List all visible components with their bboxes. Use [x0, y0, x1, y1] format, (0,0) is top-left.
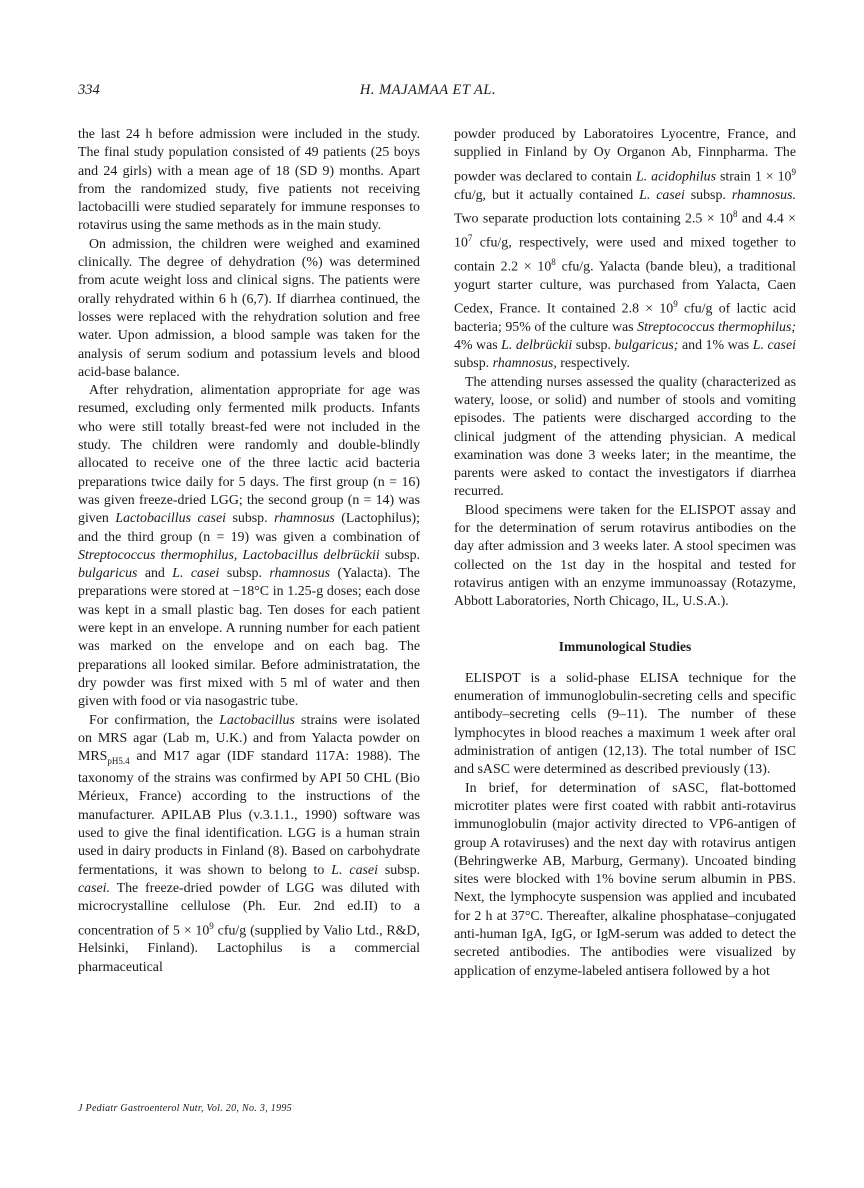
paragraph: The attending nurses assessed the quality (characterized as watery, loose, or solid) and number of stools and vomiting episodes. The patients were discharged according to the clinical judgment of the attending physician. A medical examination was done 3 weeks later; in the meantime, the parents were asked to contact the investigators if diarrhea recurred.: [454, 374, 796, 500]
paragraph: In brief, for determination of sASC, flat-bottomed microtiter plates were first coated with rabbit anti-rotavirus immunoglobulin (major activity directed to VP6-antigen of group A rotaviruses) and the next day with rotavirus antigen (Behringwerke AB, Marburg, Germany). Uncoated binding sites were blocked with 1% bovine serum albumin in PBS. Next, the lymphocyte suspension was applied and incubated for 2 h at 37°C. Thereafter, alkaline phosphatase–conjugated anti-human IgA, IgG, or IgM-serum was added to detect the secreted antibodies. The antibodies were visualized by application of enzyme-labeled antisera followed by a hot: [454, 780, 796, 979]
section-heading: Immunological Studies: [558, 638, 692, 654]
page-number: 334: [78, 82, 100, 98]
journal-footer: J Pediatr Gastroenterol Nutr, Vol. 20, No. 3, 1995: [78, 1103, 292, 1114]
paragraph: After rehydration, alimentation appropriate for age was resumed, excluding only fermented milk products. Infants who were still totally breast-fed were not included in the study. The children were randomly and double-blindly allocated to receive one of the three lactic acid bacteria preparations twice daily for 5 days. The first group (n = 16) was given freeze-dried LGG; the second group (n = 14) was given Lactobacillus casei subsp. rhamnosus (Lactophilus); and the third group (n = 19) was given a combination of Streptococcus thermophilus, Lactobacillus delbrückii subsp. bulgaricus and L. casei subsp. rhamnosus (Yalacta). The preparations were stored at −18°C in 1.25-g doses; each dose was kept in a small plastic bag. Ten doses for each patient were kept in an envelope. A running number for each patient was marked on the envelope and on each bag. The preparations all looked similar. Before administratation, the dry powder was first mixed with 5 ml of water and then given with food or via nasogastric tube.: [78, 383, 421, 710]
running-head: H. MAJAMAA ET AL.: [359, 82, 497, 98]
paragraph: Blood specimens were taken for the ELISPOT assay and for the determination of serum rotavirus antibodies on the day after admission and 3 weeks later. A stool specimen was collected on the 1st day in the hospital and tested for rotavirus antigen with an enzyme immunoassay (Rotazyme, Abbott Laboratories, North Chicago, IL, U.S.A.).: [454, 502, 796, 610]
paragraph: For confirmation, the Lactobacillus strains were isolated on MRS agar (Lab m, U.K.) and from Yalacta powder on $MRS_{pH5.4}$ and M17 agar (IDF standard 117A: 1988). The taxonomy of the strains was confirmed by API 50 CHL (Bio Mérieux, France) according to the instructions of the manufacturer. APILAB Plus (v.3.1.1., 1990) software was used to give the final identification. LGG is a human strain used in dairy products in Finland (8). Based on carbohydrate fermentations, it was shown to belong to L. casei subsp. casei. The freeze-dried powder of LGG was diluted with microcrystalline cellulose (Ph. Eur. 2nd ed.II) to a concentration of $5 \times 10^9$ cfu/g (supplied by Valio Ltd., R&D, Helsinki, Finland). Lactophilus is a commercial pharmaceutical: [78, 712, 421, 975]
paragraph: ELISPOT is a solid-phase ELISA technique for the enumeration of immunoglobulin-secreting cells and specific antibody–secreting cells (9–11). The number of these lymphocytes in blood reaches a maximum 1 week after oral administration of antigen (12,13). The total number of ISC and sASC were determined as described previously (13).: [454, 670, 796, 778]
paragraph: the last 24 h before admission were included in the study. The final study population consisted of 49 patients (25 boys and 24 girls) with a mean age of 18 (SD 9) months. Apart from the randomized study, five patients not receiving lactobacilli were studied separately for immune responses to rotavirus using the same methods as in the main study.: [78, 127, 420, 234]
paragraph: powder produced by Laboratoires Lyocentre, France, and supplied in Finland by Oy Organon Ab, Finnpharma. The powder was declared to contain L. acidophilus strain $1 \times 10^9$ cfu/g, but it actually contained L. casei subsp. rhamnosus. Two separate production lots containing $2.5 \times 10^8$ and $4.4 \times 10^7$ cfu/g, respectively, were used and mixed together to contain $2.2 \times 10^8$ cfu/g. Yalacta (bande bleu), a traditional yogurt starter culture, was purchased from Yalacta, Caen Cedex, France. It contained $2.8 \times 10^9$ cfu/g of lactic acid bacteria; 95% of the culture was Streptococcus thermophilus; 4% was L. delbrückii subsp. bulgaricus; and 1% was L. casei subsp. rhamnosus, respectively.: [454, 127, 797, 372]
right-column: [454, 126, 796, 981]
page-header: [78, 82, 778, 102]
paragraph: On admission, the children were weighed and examined clinically. The degree of dehydration (%) was determined from acute weight loss and clinical signs. The patients were orally rehydrated within 6 h (6,7). If diarrhea continued, the losses were replaced with the rehydration solution and free water. Upon admission, a blood sample was taken for the analysis of serum sodium and potassium levels and blood acid-base balance.: [78, 236, 420, 380]
left-column: [78, 126, 420, 977]
